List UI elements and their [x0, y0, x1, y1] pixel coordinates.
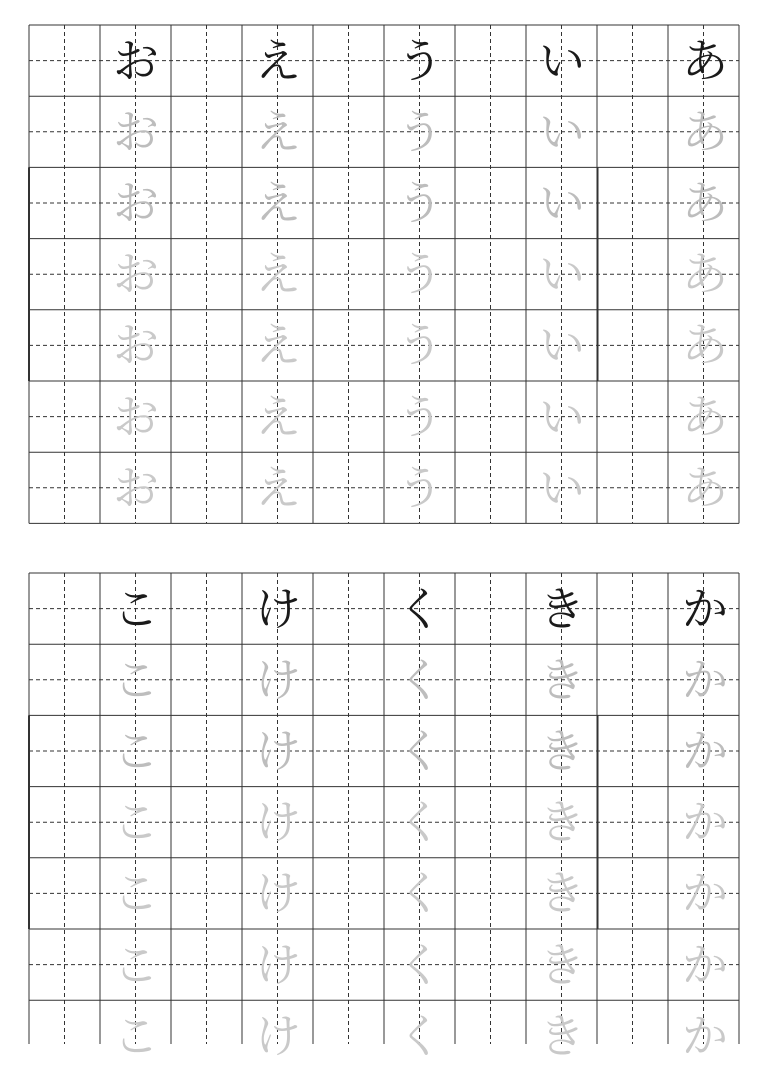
trace-character: か	[682, 795, 728, 850]
trace-character: え	[255, 247, 301, 302]
trace-character: え	[255, 176, 301, 230]
trace-character: き	[539, 937, 585, 992]
trace-character: う	[397, 247, 443, 302]
trace-character: き	[539, 795, 585, 850]
trace-character: あ	[682, 104, 728, 159]
trace-character: け	[255, 866, 301, 921]
trace-character: け	[255, 652, 301, 707]
trace-character: う	[397, 389, 443, 444]
trace-character: お	[113, 176, 159, 230]
trace-character: お	[113, 460, 159, 515]
model-character: え	[255, 33, 301, 88]
trace-character: く	[397, 1008, 443, 1063]
model-character: き	[539, 581, 585, 636]
trace-character: え	[255, 460, 301, 515]
trace-character: く	[397, 937, 443, 992]
model-character: け	[255, 581, 301, 636]
model-character: く	[397, 581, 443, 636]
trace-character: く	[397, 866, 443, 921]
model-character: こ	[113, 581, 159, 636]
trace-character: か	[682, 1008, 728, 1063]
trace-character: う	[397, 318, 443, 373]
trace-character: け	[255, 795, 301, 850]
trace-character: か	[682, 937, 728, 992]
trace-character: い	[539, 318, 585, 373]
trace-character: お	[113, 247, 159, 302]
trace-character: こ	[113, 937, 159, 992]
trace-character: い	[539, 460, 585, 515]
trace-character: こ	[113, 724, 159, 778]
model-character: い	[539, 33, 585, 88]
trace-character: え	[255, 389, 301, 444]
trace-character: お	[113, 389, 159, 444]
trace-character: お	[113, 104, 159, 159]
trace-character: う	[397, 176, 443, 230]
trace-character: か	[682, 724, 728, 778]
trace-character: き	[539, 866, 585, 921]
trace-character: う	[397, 104, 443, 159]
trace-character: あ	[682, 247, 728, 302]
trace-character: き	[539, 1008, 585, 1063]
trace-character: こ	[113, 795, 159, 850]
trace-character: え	[255, 104, 301, 159]
model-character: か	[682, 581, 728, 636]
trace-character: こ	[113, 866, 159, 921]
trace-character: け	[255, 937, 301, 992]
trace-character: く	[397, 652, 443, 707]
model-character: お	[113, 33, 159, 88]
trace-character: く	[397, 795, 443, 850]
trace-character: か	[682, 866, 728, 921]
trace-character: あ	[682, 389, 728, 444]
model-character: う	[397, 33, 443, 88]
trace-character: い	[539, 389, 585, 444]
trace-character: え	[255, 318, 301, 373]
trace-character: こ	[113, 652, 159, 707]
trace-character: か	[682, 652, 728, 707]
trace-character: い	[539, 176, 585, 230]
trace-character: け	[255, 724, 301, 778]
trace-character: く	[397, 724, 443, 778]
trace-character: い	[539, 104, 585, 159]
trace-character: き	[539, 724, 585, 778]
trace-character: あ	[682, 460, 728, 515]
trace-character: け	[255, 1008, 301, 1063]
trace-character: こ	[113, 1008, 159, 1063]
trace-character: い	[539, 247, 585, 302]
trace-character: お	[113, 318, 159, 373]
trace-character: き	[539, 652, 585, 707]
trace-character: あ	[682, 176, 728, 230]
trace-character: あ	[682, 318, 728, 373]
model-character: あ	[682, 33, 728, 88]
trace-character: う	[397, 460, 443, 515]
